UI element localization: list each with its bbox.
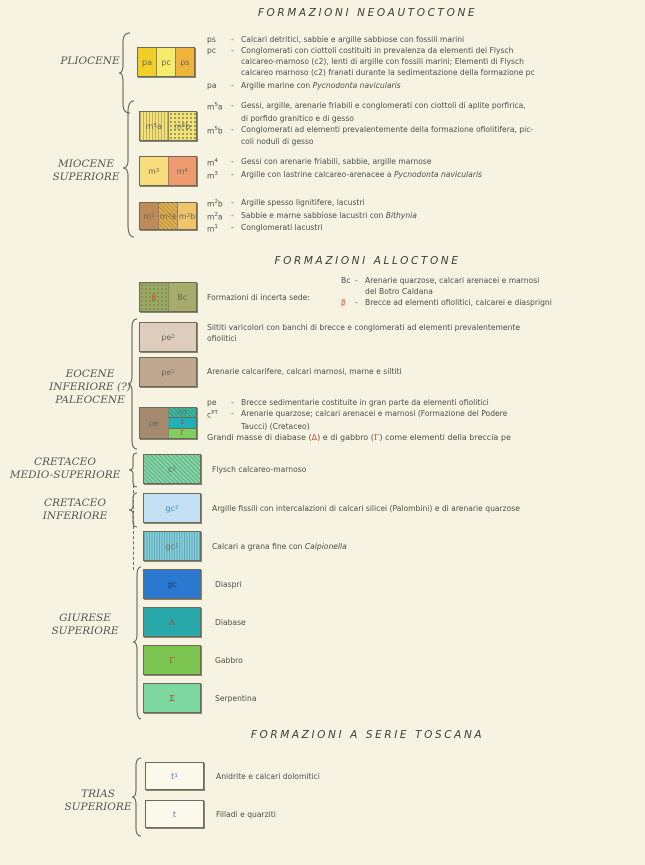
swatch-m5 bbox=[139, 111, 197, 141]
swatch-pliocene bbox=[137, 47, 195, 77]
incerta-label: Formazioni di incerta sede: bbox=[207, 293, 310, 302]
swatch-diabase-label: Λ bbox=[169, 617, 175, 627]
swatch-pe2-label: pe 2 bbox=[161, 332, 175, 342]
swatch-m3: m 3 bbox=[140, 157, 169, 185]
desc-cpt-line2: Taucci) (Cretaceo) bbox=[241, 421, 310, 431]
code-pc: pc bbox=[207, 46, 216, 55]
swatch-diabase bbox=[143, 607, 201, 637]
period-pliocene: PLIOCENE bbox=[60, 55, 120, 67]
swatch-gabbro-label: Γ bbox=[169, 655, 175, 665]
desc-pe2: Siltiti varicolori con banchi di brecce e conglomerati ad elementi prevalentemente bbox=[207, 323, 521, 332]
desc-pe2-line2: ofiolitici bbox=[207, 334, 237, 343]
swatch-pe bbox=[139, 407, 197, 439]
swatch-t1 bbox=[145, 762, 204, 790]
code-m2b: $m^2b$ bbox=[207, 199, 223, 209]
swatch-m12 bbox=[139, 202, 197, 230]
dashed-boundary bbox=[133, 485, 134, 570]
swatch-pc: pc bbox=[157, 48, 176, 76]
code-m1: $m^1$ bbox=[207, 224, 218, 234]
swatch-pe1-label: pe 1 bbox=[161, 367, 175, 377]
code-pe: pe bbox=[207, 398, 217, 407]
period-eocene-line3: PALEOCENE bbox=[55, 394, 125, 406]
desc-cpt: Arenarie quarzose; calcari arenacei e marnosi (Formazione del Podere bbox=[241, 409, 508, 418]
period-trias-line1: TRIAS bbox=[81, 788, 115, 800]
desc-gc1: Calcari a grana fine con Calpionella bbox=[212, 542, 347, 551]
desc-pe1: Arenarie calcarifere, calcari marnosi, marne e siltiti bbox=[207, 367, 402, 376]
swatch-serpentina-label: Σ bbox=[169, 693, 175, 703]
incerta-descriptions: Bc - Arenarie quarzose, calcari arenacei e marnosi del Botro Caldana β - Brecce ad elementi ofiolitici, calcarei e diasprigni bbox=[341, 275, 631, 308]
swatch-gamma: Γ bbox=[169, 429, 197, 438]
desc-grandi: Grandi masse di diabase (Δ) e di gabbro (Γ) come elementi della breccia pe bbox=[207, 432, 511, 442]
period-eocene-line2: INFERIORE (?) bbox=[49, 381, 131, 393]
period-cretaceo-ms-line2: MEDIO-SUPERIORE bbox=[9, 469, 121, 481]
period-cretaceo-inf-line1: CRETACEO bbox=[44, 497, 106, 509]
period-eocene-line1: EOCENE bbox=[65, 368, 115, 380]
desc-pa: Argille marine con Pycnodonta navicularis bbox=[241, 81, 401, 90]
desc-gabbro: Gabbro bbox=[215, 656, 243, 665]
desc-m5b: Conglomerati ad elementi prevalentemente della formazione ofiolitifera, pic- bbox=[241, 124, 534, 134]
desc-gc: Diaspri bbox=[215, 580, 242, 589]
code-bc: Bc bbox=[341, 276, 351, 285]
period-cretaceo-inf-line2: INFERIORE bbox=[42, 510, 108, 522]
desc-beta: Brecce ad elementi ofiolitici, calcarei e diasprigni bbox=[365, 298, 552, 307]
swatch-pe-main: pe bbox=[140, 408, 169, 438]
desc-gc2: Argille fissili con intercalazioni di calcari silicei (Palombini) e di arenarie quarzose bbox=[212, 504, 520, 513]
code-pa: pa bbox=[207, 81, 217, 90]
code-cpt: $c^{PT}$ bbox=[207, 410, 218, 420]
desc-pc-line3: calcareo marnoso (c2) franati durante la sedimentazione della formazione pc bbox=[241, 68, 535, 77]
desc-pc: Conglomerati con ciottoli costituiti in prevalenza da elementi del Flysch bbox=[241, 46, 514, 55]
desc-t1: Anidrite e calcari dolomitici bbox=[216, 772, 320, 781]
swatch-gc2-label: gc 2 bbox=[165, 503, 179, 513]
period-cretaceo-ms-line1: CRETACEO bbox=[34, 456, 96, 468]
period-giurese-line2: SUPERIORE bbox=[51, 625, 119, 637]
desc-ps: Calcari detritici, sabbie e argille sabbiose con fossili marini bbox=[241, 35, 465, 44]
swatch-cpt: c PT bbox=[169, 408, 197, 418]
swatch-t1-label: t 1 bbox=[171, 771, 178, 781]
desc-bc-line2: del Botro Caldana bbox=[365, 287, 433, 296]
swatch-t-label: t bbox=[172, 809, 177, 819]
code-beta: β bbox=[341, 298, 346, 307]
swatch-c2-label: c 2 bbox=[168, 464, 176, 474]
swatch-gc-label: gc bbox=[167, 579, 177, 589]
desc-serpentina: Serpentina bbox=[215, 694, 257, 703]
period-miocene-line1: MIOCENE bbox=[57, 158, 115, 170]
desc-m1: Conglomerati lacustri bbox=[241, 223, 323, 233]
swatch-m1: m 1 bbox=[140, 203, 159, 229]
pe2-descriptions bbox=[207, 322, 637, 344]
swatch-pa: pa bbox=[138, 48, 157, 76]
desc-m2b: Argille spesso lignitifere, lacustri bbox=[241, 198, 365, 207]
swatch-ps: ps bbox=[176, 48, 194, 76]
swatch-m5b: m 5 b bbox=[169, 112, 197, 140]
desc-pc-line2: calcareo-marnoso (c2), lenti di argille con fossili marini; Elementi di Flysch bbox=[241, 57, 524, 66]
section-title-neoautoctone: FORMAZIONI NEOAUTOCTONE bbox=[257, 7, 478, 19]
m34-descriptions: $m^4$ - Gessi con arenarie friabili, sabbie, argille marnose $m^3$ - Argille con lastrine calcareo-arenacee a Pycnodonta navicularis bbox=[207, 157, 483, 181]
swatch-pe1 bbox=[139, 357, 197, 387]
desc-bc: Arenarie quarzose, calcari arenacei e marnosi bbox=[365, 276, 540, 285]
desc-t: Filladi e quarziti bbox=[216, 810, 276, 819]
swatch-delta: Δ bbox=[169, 418, 197, 428]
code-m2a: $m^2a$ bbox=[207, 211, 223, 222]
swatch-beta: β bbox=[140, 283, 169, 311]
desc-m5a-line2: di porfido granitico e di gesso bbox=[241, 113, 354, 123]
swatch-c2 bbox=[143, 454, 201, 484]
swatch-gc1 bbox=[143, 531, 201, 561]
brace-trias bbox=[131, 757, 143, 837]
period-cretaceo-ms bbox=[0, 456, 130, 482]
swatch-t bbox=[145, 800, 204, 828]
swatch-gc2 bbox=[143, 493, 201, 523]
swatch-gc1-label: gc 1 bbox=[165, 541, 179, 551]
section-title-alloctone: FORMAZIONI ALLOCTONE bbox=[274, 255, 461, 267]
swatch-bc-cell: Bc bbox=[169, 283, 197, 311]
desc-m5b-line2: coli noduli di gesso bbox=[241, 137, 314, 147]
desc-pe: Brecce sedimentarie costituite in gran parte da elementi ofiolitici bbox=[241, 398, 489, 407]
code-m3: $m^3$ bbox=[207, 170, 218, 181]
brace-giurese bbox=[132, 566, 142, 720]
brace-miocene bbox=[122, 100, 136, 238]
swatch-gabbro bbox=[143, 645, 201, 675]
swatch-pe-sub bbox=[169, 408, 197, 438]
desc-diabase: Diabase bbox=[215, 618, 246, 627]
swatch-pe2 bbox=[139, 322, 197, 352]
code-m4: $m^4$ bbox=[207, 158, 218, 168]
m5-descriptions: $m^5a$ - Gessi, argille, arenarie friabili e conglomerati con ciottoli di aplite porfirica, di porfido granitico e di gesso $m^5b$ - Conglomerati ad elementi prevalentemente della formazione ofiolitifera, pic- coli noduli di gesso bbox=[207, 100, 637, 147]
swatch-m2a: m 2 a bbox=[159, 203, 178, 229]
desc-m2a: Sabbie e marne sabbiose lacustri con Bithynia bbox=[241, 210, 417, 220]
pliocene-descriptions: ps - Calcari detritici, sabbie e argille sabbiose con fossili marini pc - Conglomerati con ciottoli costituiti in prevalenza da elementi del Flysch calcareo-marnoso (c2), lenti di argille con fossili marini; Elementi di Flysch calcareo marnoso (c2) franati durante la sedimentazione della formazione pc pa - Argille marine con Pycnodonta navicularis bbox=[207, 34, 637, 91]
desc-m3: Argille con lastrine calcareo-arenacee a Pycnodonta navicularis bbox=[241, 169, 483, 179]
code-ps: ps bbox=[207, 35, 216, 44]
swatch-m5a: m 5 a bbox=[140, 112, 169, 140]
swatch-m2b: m 2 b bbox=[178, 203, 196, 229]
period-cretaceo-inf bbox=[20, 497, 130, 523]
swatch-m34 bbox=[139, 156, 197, 186]
code-m5b: $m^5b$ bbox=[207, 125, 223, 136]
code-m5a: $m^5a$ bbox=[207, 102, 223, 112]
brace-eocene bbox=[127, 318, 139, 450]
desc-m4: Gessi con arenarie friabili, sabbie, argille marnose bbox=[241, 157, 432, 166]
swatch-gc bbox=[143, 569, 201, 599]
period-giurese-line1: GIURESE bbox=[59, 612, 111, 624]
period-miocene-line2: SUPERIORE bbox=[52, 171, 120, 183]
brace-cretaceo-ms bbox=[128, 452, 138, 488]
swatch-bc bbox=[139, 282, 197, 312]
desc-m5a: Gessi, argille, arenarie friabili e conglomerati con ciottoli di aplite porfirica, bbox=[241, 101, 526, 110]
period-giurese bbox=[25, 612, 145, 638]
swatch-serpentina bbox=[143, 683, 201, 713]
m12-descriptions: $m^2b$ - Argille spesso lignitifere, lacustri $m^2a$ - Sabbie e marne sabbiose lacustri con Bithynia $m^1$ - Conglomerati lacustri bbox=[207, 198, 417, 234]
period-trias-line2: SUPERIORE bbox=[64, 801, 132, 813]
swatch-m4: m 4 bbox=[169, 157, 197, 185]
pe-descriptions: pe - Brecce sedimentarie costituite in gran parte da elementi ofiolitici $c^{PT}$ - Arenarie quarzose; calcari arenacei e marnosi (Formazione del Podere Taucci) (Cretaceo) Grandi masse di diabase (Δ) e di gabbro (Γ) come elementi della breccia pe bbox=[207, 397, 637, 443]
section-title-toscana: FORMAZIONI A SERIE TOSCANA bbox=[250, 729, 485, 741]
desc-c2: Flysch calcareo-marnoso bbox=[212, 465, 307, 474]
